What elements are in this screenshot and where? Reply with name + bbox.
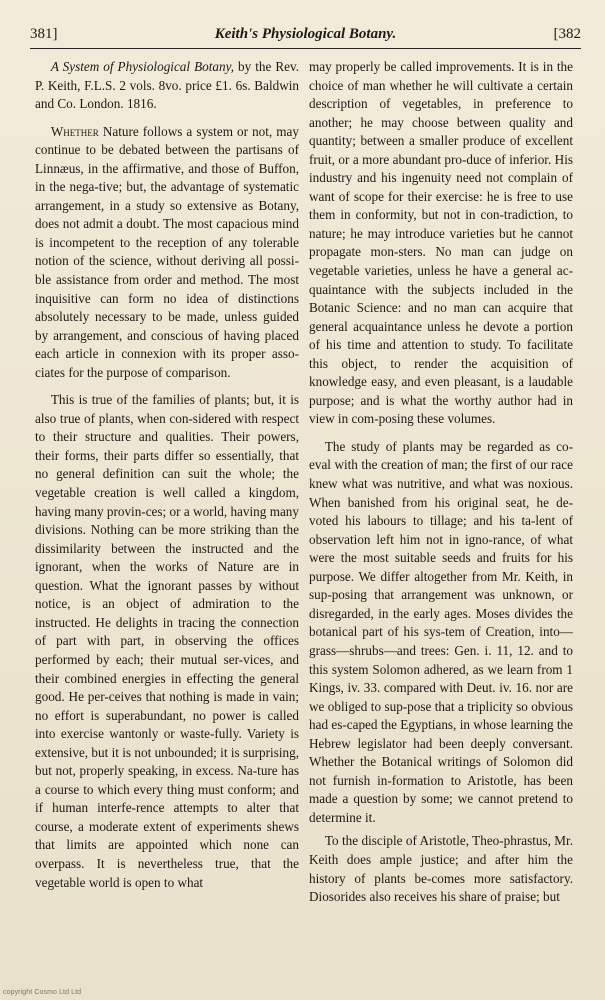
review-title: A System of Physiological Botany,: [50, 59, 234, 74]
paragraph-1: [35, 123, 299, 383]
page-header: [30, 26, 581, 49]
running-title: Keith's Physiological Botany.: [214, 26, 397, 42]
paragraph-4: The study of plants may be regarded as co-eval with the creation of man; the first of our race knew what was nutritive, and what was noxious. When banished from his original seat, he de-voted his labours to tillage; and his ta-lent of observation left him not in igno-rance, of what were the most suitable seeds and fruits for his purpose. We differ altogether from Mr. Keith, in sup-posing that arrangement was unknown, or disregarded, in the early ages. Moses divides the botanical part of his sys-tem of Creation, into—grass—shrubs—and trees: Gen. i. 11, 12. and to this system Solomon adhered, as we learn from 1 Kings, iv. 33. compared with Deut. iv. 16. nor are we obliged to sup-pose that a triplicity so obvious had es-caped the Egyptians, in whose learning the Hebrew legislator had been deeply conversant. Whether the Botanical writings of Solomon did not furnish in-formation to Aristotle, has been made a question by some; we cannot pretend to determine it.: [309, 438, 573, 825]
review-heading: [35, 58, 299, 114]
review-citation: by the Rev. P. Keith, F.L.S. 2 vols. 8vo. price £1. 6s. Baldwin and Co. London. 1816.: [35, 59, 299, 112]
left-column: [35, 58, 299, 978]
paragraph-3: may properly be called improvements. It is in the choice of man whether he will cultivate a certain description of vegetables, in preference to another; he may choose between quality and quantity; between a smaller produce of excellent fruit, or a more abundant pro-duce of inferior. His industry and his ingenuity need not complain of want of scope for their exercise: he is free to use them in conformity, but not in con-tradiction, to nature; he may introduce varieties but he cannot propagate mon-sters. No man can judge on vegetable varieties, unless he have a general ac-quaintance with the subjects included in the Botanic Science: and no man can acquire that general acquaintance unless he devote a portion of his time and attention to study. To facilitate this object, to render the acquisition of knowledge easy, and even pleasant, is a laudable purpose; and is what the worthy author had in view in com-posing these volumes.: [309, 59, 573, 427]
paragraph-lead-word: Whether: [50, 123, 99, 139]
page-number-left: 381]: [30, 26, 58, 42]
paragraph-1-text: Nature follows a system or not, may continue to be debated between the partisans of Linnæus, in the affirmative, and those of Buffon, in the nega-tive; but, the advantage of systematic arrangement, in a study so extensive as Botany, does not admit a doubt. The most capacious mind is incompetent to the reception of any tolerable notion of the science, without deriving all possi-ble assistance from order and method. The most inquisitive can form no idea of distinctions absolutely necessary to be made, unless guided by arrangement, and conscious of having placed each article in connexion with its proper asso-ciates for the purpose of comparison.: [35, 123, 299, 380]
right-column: [309, 58, 573, 978]
paragraph-2: This is true of the families of plants; but, it is also true of plants, when con-sidered with respect to their structure and qualities. Their powers, their forms, their parts differ so essentially, that no general definition can suit the whole; the vegetable creation is well called a kingdom, having many provin-ces; or a world, having many divisions. Nothing can be more striking than the dissimilarity between the instructed and the ignorant, when the works of Nature are in question. What the ignorant passes by without notice, is an object of admiration to the instructed. He delights in tracing the connection of part with part, in observing the offices performed by each; their mutual ser-vices, and their combined energies in effecting the general good. He per-ceives that nothing is made in vain; no effort is superabundant, no power is called into exercise wantonly or waste-fully. Variety is extensive, but it is not unbounded; it is surprising, but not, properly speaking, in excess. Na-ture has a course to which every thing must conform; and if human interfe-rence attempts to alter that course, a moderate extent of experiments shews that limits are appointed which none can overpass. It is nevertheless true, that the vegetable world is open to what: [35, 392, 299, 890]
paragraph-5: To the disciple of Aristotle, Theo-phrastus, Mr. Keith does ample justice; and after him the history of plants be-comes more satisfactory. Diosorides also receives his share of praise; but: [309, 833, 573, 905]
copyright-watermark: copyright Cosmo Ltd Ltd: [3, 989, 82, 996]
page-number-right: [382: [553, 26, 581, 42]
